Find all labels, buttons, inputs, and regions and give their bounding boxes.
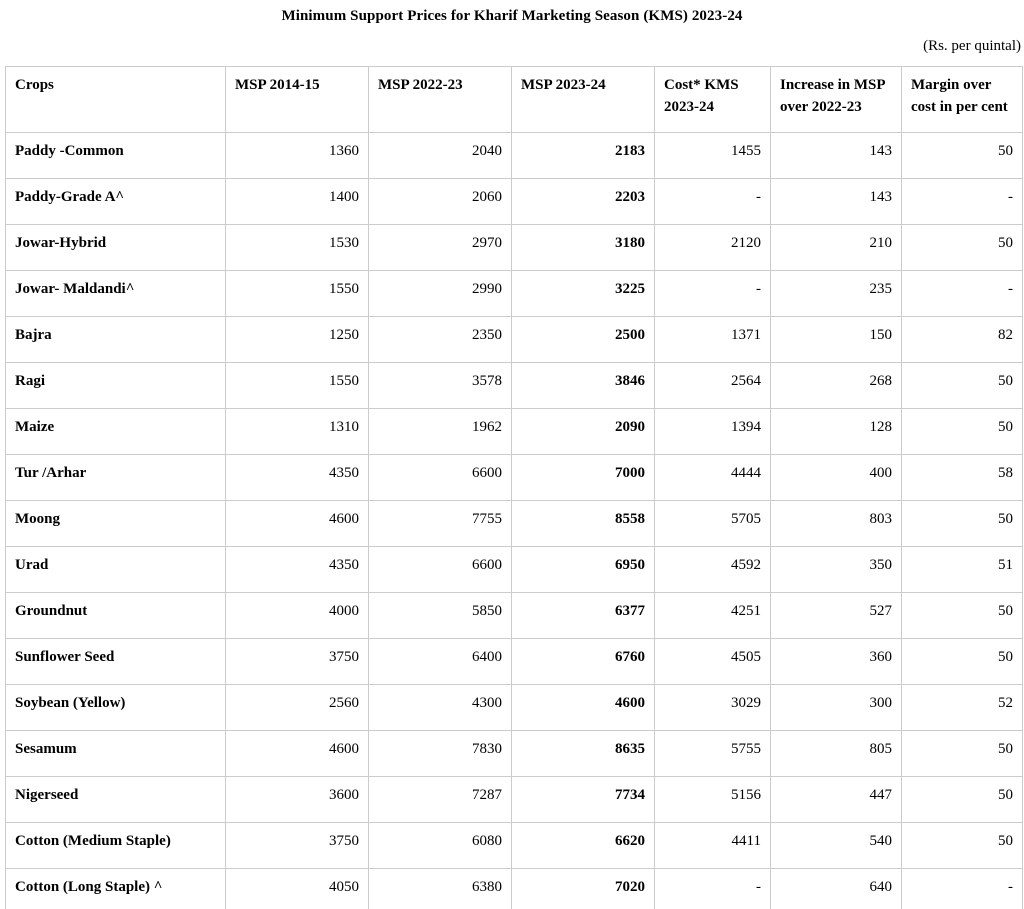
value-cell: 5156 [655,777,771,823]
value-cell: 2060 [369,179,512,225]
value-cell: 6600 [369,547,512,593]
value-cell: 235 [771,271,902,317]
crop-name-cell: Maize [6,409,226,455]
value-cell: 2090 [512,409,655,455]
value-cell: - [902,869,1023,909]
value-cell: 6400 [369,639,512,685]
value-cell: 2990 [369,271,512,317]
crop-name-cell: Sesamum [6,731,226,777]
value-cell: 1371 [655,317,771,363]
value-cell: 1550 [226,271,369,317]
value-cell: 1550 [226,363,369,409]
value-cell: 128 [771,409,902,455]
table-row [6,225,1023,271]
value-cell: 51 [902,547,1023,593]
value-cell: 2183 [512,133,655,179]
value-cell: 4600 [512,685,655,731]
value-cell: 50 [902,823,1023,869]
value-cell: 6380 [369,869,512,909]
value-cell: 2203 [512,179,655,225]
value-cell: 50 [902,225,1023,271]
value-cell: 2120 [655,225,771,271]
crop-name-cell: Paddy-Grade A^ [6,179,226,225]
value-cell: - [655,179,771,225]
value-cell: 8635 [512,731,655,777]
table-row [6,547,1023,593]
value-cell: 50 [902,133,1023,179]
value-cell: 3750 [226,639,369,685]
crop-name-cell: Bajra [6,317,226,363]
value-cell: 268 [771,363,902,409]
table-header [6,67,1023,133]
value-cell: 2564 [655,363,771,409]
value-cell: 210 [771,225,902,271]
value-cell: 1455 [655,133,771,179]
value-cell: 1250 [226,317,369,363]
value-cell: 4300 [369,685,512,731]
table-row [6,363,1023,409]
value-cell: 5705 [655,501,771,547]
table-row [6,133,1023,179]
table-row [6,593,1023,639]
value-cell: 400 [771,455,902,501]
value-cell: 3180 [512,225,655,271]
value-cell: 7734 [512,777,655,823]
value-cell: 360 [771,639,902,685]
msp-table [5,66,1023,909]
table-row [6,639,1023,685]
value-cell: 1310 [226,409,369,455]
value-cell: 50 [902,777,1023,823]
value-cell: 2350 [369,317,512,363]
value-cell: 6950 [512,547,655,593]
crop-name-cell: Jowar-Hybrid [6,225,226,271]
value-cell: - [902,179,1023,225]
column-header-msp-2022-23: MSP 2022-23 [369,67,512,133]
crop-name-cell: Paddy -Common [6,133,226,179]
page-title: Minimum Support Prices for Kharif Marketing Season (KMS) 2023-24 [281,8,743,24]
column-header-increase-in-msp: Increase in MSP over 2022-23 [771,67,902,133]
value-cell: 1360 [226,133,369,179]
crop-name-cell: Moong [6,501,226,547]
value-cell: 143 [771,133,902,179]
value-cell: 4505 [655,639,771,685]
value-cell: - [655,869,771,909]
crop-name-cell: Cotton (Long Staple) ^ [6,869,226,909]
table-row [6,271,1023,317]
column-header-msp-2014-15: MSP 2014-15 [226,67,369,133]
value-cell: - [655,271,771,317]
value-cell: 8558 [512,501,655,547]
value-cell: 803 [771,501,902,547]
value-cell: 4350 [226,547,369,593]
table-row [6,869,1023,909]
value-cell: 1530 [226,225,369,271]
value-cell: 4251 [655,593,771,639]
value-cell: 7000 [512,455,655,501]
crop-name-cell: Urad [6,547,226,593]
value-cell: 300 [771,685,902,731]
value-cell: 2970 [369,225,512,271]
header-row [6,67,1023,133]
value-cell: 50 [902,363,1023,409]
unit-note: (Rs. per quintal) [923,38,1021,54]
crop-name-cell: Jowar- Maldandi^ [6,271,226,317]
value-cell: 6377 [512,593,655,639]
value-cell: - [902,271,1023,317]
table-body [6,133,1023,909]
value-cell: 150 [771,317,902,363]
value-cell: 3225 [512,271,655,317]
value-cell: 447 [771,777,902,823]
table-row [6,685,1023,731]
value-cell: 540 [771,823,902,869]
column-header-msp-2023-24: MSP 2023-24 [512,67,655,133]
value-cell: 50 [902,639,1023,685]
table-row [6,317,1023,363]
column-header-crops: Crops [6,67,226,133]
value-cell: 6600 [369,455,512,501]
crop-name-cell: Cotton (Medium Staple) [6,823,226,869]
value-cell: 5850 [369,593,512,639]
value-cell: 6080 [369,823,512,869]
crop-name-cell: Ragi [6,363,226,409]
value-cell: 1400 [226,179,369,225]
value-cell: 1394 [655,409,771,455]
crop-name-cell: Nigerseed [6,777,226,823]
value-cell: 5755 [655,731,771,777]
value-cell: 1962 [369,409,512,455]
value-cell: 4000 [226,593,369,639]
value-cell: 4411 [655,823,771,869]
value-cell: 3846 [512,363,655,409]
value-cell: 52 [902,685,1023,731]
value-cell: 50 [902,593,1023,639]
value-cell: 7830 [369,731,512,777]
value-cell: 7287 [369,777,512,823]
table-row [6,777,1023,823]
value-cell: 50 [902,409,1023,455]
crop-name-cell: Tur /Arhar [6,455,226,501]
value-cell: 6620 [512,823,655,869]
crop-name-cell: Groundnut [6,593,226,639]
value-cell: 3750 [226,823,369,869]
value-cell: 3029 [655,685,771,731]
value-cell: 527 [771,593,902,639]
value-cell: 2040 [369,133,512,179]
value-cell: 4592 [655,547,771,593]
value-cell: 50 [902,501,1023,547]
value-cell: 2560 [226,685,369,731]
value-cell: 82 [902,317,1023,363]
value-cell: 350 [771,547,902,593]
value-cell: 3600 [226,777,369,823]
table-row [6,409,1023,455]
value-cell: 4444 [655,455,771,501]
value-cell: 4600 [226,731,369,777]
value-cell: 58 [902,455,1023,501]
table-row [6,455,1023,501]
value-cell: 50 [902,731,1023,777]
table-row [6,179,1023,225]
value-cell: 3578 [369,363,512,409]
value-cell: 2500 [512,317,655,363]
table-row [6,823,1023,869]
value-cell: 805 [771,731,902,777]
value-cell: 640 [771,869,902,909]
crop-name-cell: Sunflower Seed [6,639,226,685]
value-cell: 7755 [369,501,512,547]
value-cell: 143 [771,179,902,225]
crop-name-cell: Soybean (Yellow) [6,685,226,731]
table-row [6,501,1023,547]
table-row [6,731,1023,777]
value-cell: 6760 [512,639,655,685]
value-cell: 4050 [226,869,369,909]
column-header-cost-kms-2023-24: Cost* KMS 2023-24 [655,67,771,133]
value-cell: 7020 [512,869,655,909]
value-cell: 4600 [226,501,369,547]
column-header-margin-over-cost: Margin over cost in per cent [902,67,1023,133]
value-cell: 4350 [226,455,369,501]
